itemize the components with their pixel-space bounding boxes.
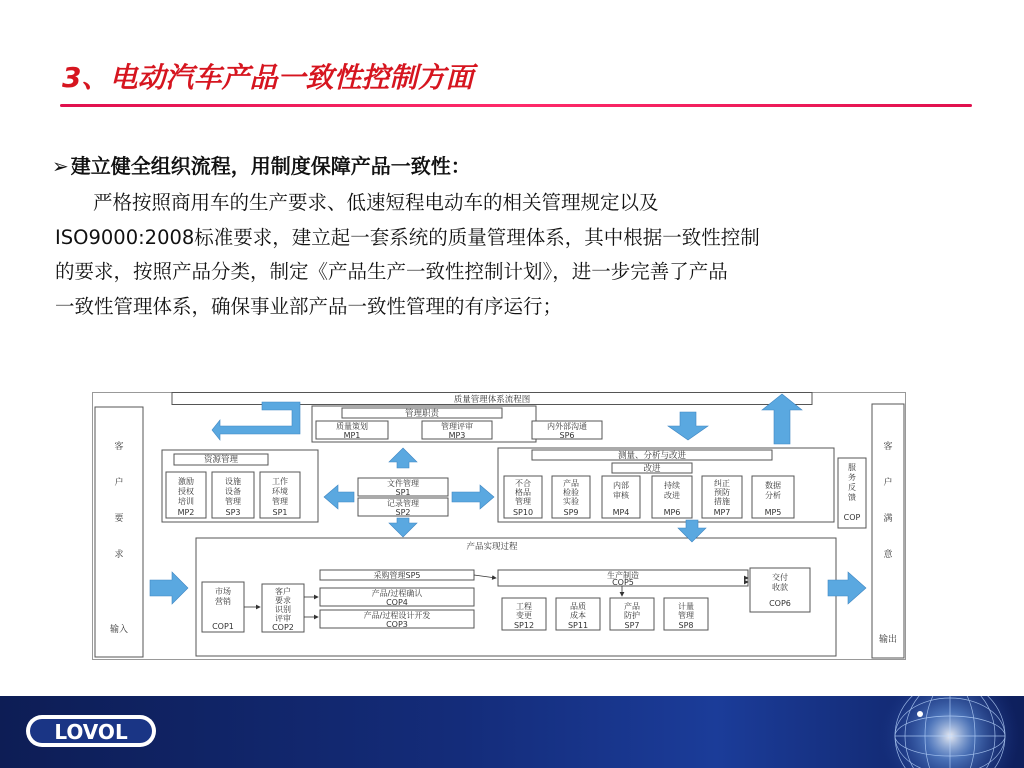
svg-text:反: 反 — [848, 483, 856, 492]
svg-text:不合: 不合 — [515, 479, 531, 488]
svg-text:管理职责: 管理职责 — [404, 409, 440, 419]
svg-text:产品/过程设计开发: 产品/过程设计开发 — [363, 611, 431, 620]
svg-text:记录管理: 记录管理 — [387, 499, 419, 508]
svg-text:内外部沟通: 内外部沟通 — [547, 422, 587, 431]
svg-text:COP3: COP3 — [386, 620, 408, 629]
lovol-logo — [24, 712, 160, 750]
svg-text:持续: 持续 — [664, 481, 680, 490]
svg-text:MP7: MP7 — [713, 508, 731, 517]
svg-text:检验: 检验 — [563, 488, 579, 497]
svg-text:营销: 营销 — [215, 597, 231, 606]
svg-text:满: 满 — [883, 514, 893, 524]
quality-system-flowchart — [92, 392, 906, 660]
svg-text:SP8: SP8 — [678, 621, 694, 630]
svg-text:客: 客 — [114, 442, 124, 452]
svg-text:MP6: MP6 — [663, 508, 681, 517]
svg-text:MP3: MP3 — [448, 431, 466, 440]
bullet-heading — [52, 150, 471, 179]
svg-text:培训: 培训 — [178, 497, 194, 506]
svg-text:户: 户 — [114, 478, 124, 488]
svg-text:纠正: 纠正 — [714, 479, 730, 488]
svg-text:管理: 管理 — [678, 611, 694, 620]
svg-text:SP6: SP6 — [559, 431, 575, 440]
slide-title: 3、电动汽车产品一致性控制方面 — [62, 61, 474, 94]
svg-text:意: 意 — [883, 550, 893, 560]
svg-text:收款: 收款 — [772, 583, 788, 592]
svg-text:求: 求 — [114, 550, 124, 560]
globe-graphic — [840, 696, 1024, 768]
svg-text:要求: 要求 — [275, 596, 291, 605]
svg-text:输出: 输出 — [878, 635, 898, 645]
svg-text:产品/过程确认: 产品/过程确认 — [371, 589, 423, 598]
svg-text:设备: 设备 — [225, 487, 241, 496]
footer-bar — [0, 696, 1024, 768]
bullet-arrow-icon: ➢ — [52, 154, 69, 178]
svg-text:措施: 措施 — [714, 497, 730, 506]
svg-text:质量策划: 质量策划 — [336, 422, 368, 431]
svg-text:管理: 管理 — [272, 497, 288, 506]
svg-text:MP5: MP5 — [764, 508, 782, 517]
svg-text:要: 要 — [114, 514, 124, 524]
svg-text:SP3: SP3 — [225, 508, 241, 517]
svg-text:MP2: MP2 — [177, 508, 195, 517]
svg-text:SP10: SP10 — [512, 508, 534, 517]
svg-text:客户: 客户 — [275, 587, 291, 596]
svg-text:采购管理SP5: 采购管理SP5 — [373, 571, 421, 580]
svg-text:测量、分析与改进: 测量、分析与改进 — [617, 451, 687, 461]
svg-text:管理评审: 管理评审 — [441, 422, 473, 431]
svg-text:环境: 环境 — [272, 487, 288, 496]
svg-text:客: 客 — [883, 442, 893, 452]
svg-text:工程: 工程 — [516, 602, 532, 611]
svg-text:品质: 品质 — [570, 602, 586, 611]
svg-text:SP1: SP1 — [272, 508, 288, 517]
svg-text:设施: 设施 — [225, 477, 241, 486]
svg-text:管理: 管理 — [225, 497, 241, 506]
svg-text:预防: 预防 — [714, 488, 730, 497]
svg-text:工作: 工作 — [272, 477, 288, 486]
diagram-title: 质量管理体系流程图 — [453, 395, 531, 405]
svg-text:市场: 市场 — [215, 587, 231, 596]
svg-text:户: 户 — [883, 478, 893, 488]
svg-text:SP12: SP12 — [513, 621, 535, 630]
svg-text:识别: 识别 — [275, 605, 291, 614]
svg-text:改进: 改进 — [664, 491, 680, 500]
svg-text:审核: 审核 — [613, 491, 629, 500]
body-line-3: 的要求，按照产品分类，制定《产品生产一致性控制计划》，进一步完善了产品 — [55, 260, 728, 283]
svg-text:MP4: MP4 — [612, 508, 630, 517]
svg-text:COP1: COP1 — [212, 622, 234, 631]
body-line-1: 严格按照商用车的生产要求、低速短程电动车的相关管理规定以及 — [93, 191, 659, 214]
svg-text:管理: 管理 — [515, 497, 531, 506]
svg-text:资源管理: 资源管理 — [203, 455, 239, 465]
svg-text:SP9: SP9 — [563, 508, 579, 517]
svg-text:产品: 产品 — [624, 602, 640, 611]
svg-text:COP2: COP2 — [272, 623, 294, 632]
bullet-text: 建立健全组织流程，用制度保障产品一致性： — [70, 154, 471, 178]
svg-text:分析: 分析 — [765, 491, 781, 500]
svg-text:SP11: SP11 — [567, 621, 589, 630]
body-line-2: ISO9000:2008标准要求，建立起一套系统的质量管理体系，其中根据一致性控制 — [55, 225, 760, 249]
svg-text:计量: 计量 — [678, 602, 694, 611]
svg-text:COP5: COP5 — [612, 578, 634, 587]
svg-text:变更: 变更 — [516, 611, 532, 620]
svg-text:交付: 交付 — [772, 573, 788, 582]
svg-text:馈: 馈 — [848, 493, 856, 502]
title-underline — [60, 104, 972, 107]
svg-text:SP2: SP2 — [395, 508, 411, 517]
svg-text:COP: COP — [843, 513, 861, 522]
svg-text:授权: 授权 — [178, 487, 194, 496]
svg-text:COP6: COP6 — [769, 599, 791, 608]
svg-text:评审: 评审 — [275, 614, 291, 623]
svg-text:SP7: SP7 — [624, 621, 640, 630]
svg-text:成本: 成本 — [570, 611, 586, 620]
svg-text:内部: 内部 — [613, 481, 629, 490]
svg-text:产品: 产品 — [563, 479, 579, 488]
svg-text:防护: 防护 — [624, 611, 640, 620]
body-line-4: 一致性管理体系，确保事业部产品一致性管理的有序运行； — [55, 294, 563, 318]
svg-text:实验: 实验 — [563, 497, 579, 506]
svg-text:文件管理: 文件管理 — [387, 479, 419, 488]
svg-text:服: 服 — [848, 463, 856, 472]
svg-text:输入: 输入 — [109, 625, 129, 635]
svg-text:数据: 数据 — [765, 481, 781, 490]
svg-text:改进: 改进 — [643, 464, 661, 474]
svg-text:MP1: MP1 — [343, 431, 361, 440]
svg-text:COP4: COP4 — [386, 598, 408, 607]
svg-text:产品实现过程: 产品实现过程 — [466, 542, 518, 552]
body-paragraph — [55, 186, 985, 324]
svg-text:格品: 格品 — [515, 488, 531, 497]
svg-text:务: 务 — [848, 473, 856, 482]
logo-text: LOVOL — [54, 720, 128, 744]
svg-text:激励: 激励 — [178, 477, 194, 486]
svg-text:SP1: SP1 — [395, 488, 411, 497]
svg-text:生产制造: 生产制造 — [607, 571, 639, 580]
